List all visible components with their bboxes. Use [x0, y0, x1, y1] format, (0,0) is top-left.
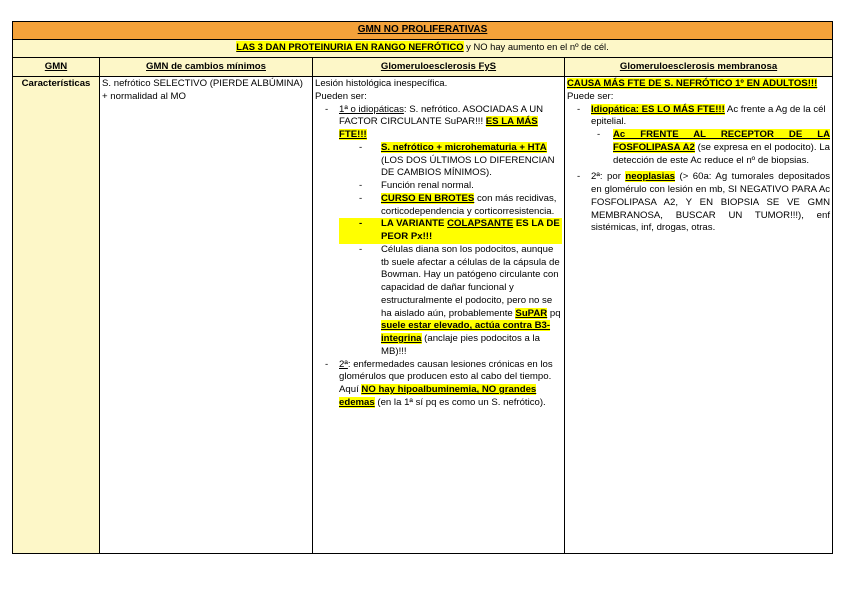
subtitle-highlight: LAS 3 DAN PROTEINURIA EN RANGO NEFRÓTICO — [236, 41, 464, 52]
cell-membranosa — [565, 77, 833, 554]
row-label: Características — [13, 77, 100, 554]
fys-sub-item: - LA VARIANTE COLAPSANTE ES LA DE PEOR Px!!! — [339, 218, 562, 244]
fys-item-primary: - 1ª o idiopáticas: S. nefrótico. ASOCIADAS A UN FACTOR CIRCULANTE SuPAR!!! ES LA MÁS FTE!!! - S. nefrótico + microhematuria + HTA (LOS DOS ÚLTIMOS LO DIFERENCIAN DE CAMBIOS MÍNIMOS). - Función renal normal. - CURSO EN BROTES con más recidivas, corticodependencia y corticorresistencia. - LA VARIANTE COLAPSANTE ES LA DE PEOR Px!!! - Células diana son los podocitos, aunque tb suele afectar a células de la cápsula de Bowman. Hay un patógeno circulante con capacidad de dañar funcional y estructuralmente el podocito, pero no se ha aislado aún, probablemente SuPAR pq suele estar elevado, actúa contra B3-integrina (anclaje pies podocitos a la MB)!!! — [315, 104, 562, 359]
fys-sub-item: - S. nefrótico + microhematuria + HTA (LOS DOS ÚLTIMOS LO DIFERENCIAN DE CAMBIOS MÍNIMOS). — [339, 142, 562, 180]
header-membranosa: Glomeruloesclerosis membranosa — [565, 58, 833, 77]
membranosa-sublist — [591, 129, 830, 167]
gmn-table — [12, 21, 833, 554]
fys-list — [315, 104, 562, 410]
fys-intro2: Pueden ser: — [315, 90, 367, 102]
header-row — [13, 58, 833, 77]
header-fys: Glomeruloesclerosis FyS — [313, 58, 565, 77]
subtitle-rest: y NO hay aumento en el nº de cél. — [463, 41, 609, 52]
membranosa-heading: CAUSA MÁS FTE DE S. NEFRÓTICO 1º EN ADULTOS!!! — [567, 78, 818, 89]
header-gmn: GMN — [13, 58, 100, 77]
fys-item-secondary: - 2ª: enfermedades causan lesiones crónicas en los glomérulos que producen esto al cabo del tiempo. Aquí NO hay hipoalbuminemia, NO grandes edemas (en la 1ª sí pq es como un S. nefrótico). — [315, 359, 562, 410]
membranosa-item-secundaria: - 2ª: por neoplasias (> 60a: Ag tumorales depositados en glomérulo con lesión en mb, SI NEGATIVO PARA Ac FOSFOLIPASA A2, Y EN BIOPSIA SE VE GMN MEMBRANOSA, BUSCAR UN TUMOR!!!), enf sistémicas, inf, drogas, otras. — [567, 171, 830, 235]
fys-sub-item: - Función renal normal. — [339, 180, 562, 193]
cell-fys — [313, 77, 565, 554]
fys-sub-item: - CURSO EN BROTES con más recidivas, corticodependencia y corticorresistencia. — [339, 193, 562, 219]
fys-sublist — [339, 142, 562, 359]
cell-cambios-minimos: S. nefrótico SELECTIVO (PIERDE ALBÚMINA) + normalidad al MO — [100, 77, 313, 554]
membranosa-list — [567, 104, 830, 236]
subtitle-row — [13, 40, 833, 58]
membranosa-item-idiopatica: - Idiopática: ES LO MÁS FTE!!! Ac frente a Ag de la cél epitelial. - Ac FRENTE AL RECEPTOR DE LA FOSFOLIPASA A2 (se expresa en el podocito). La detección de este Ac reduce el nº de biopsias. — [567, 104, 830, 168]
fys-sub-item: - Células diana son los podocitos, aunque tb suele afectar a células de la cápsula de Bowman. Hay un patógeno circulante con capacidad de dañar funcional y estructuralmente el podocito, pero no se ha aislado aún, probablemente SuPAR pq suele estar elevado, actúa contra B3-integrina (anclaje pies podocitos a la MB)!!! — [339, 244, 562, 359]
membranosa-intro: Puede ser: — [567, 90, 614, 102]
table-title: GMN NO PROLIFERATIVAS — [13, 22, 833, 40]
title-row — [13, 22, 833, 40]
membranosa-sub-item: - Ac FRENTE AL RECEPTOR DE LA FOSFOLIPASA A2 (se expresa en el podocito). La detección de este Ac reduce el nº de biopsias. — [591, 129, 830, 167]
table-subtitle — [13, 40, 833, 58]
header-cambios-minimos: GMN de cambios mínimos — [100, 58, 313, 77]
characteristics-row — [13, 77, 833, 554]
fys-intro1: Lesión histológica inespecífica. — [315, 78, 448, 89]
